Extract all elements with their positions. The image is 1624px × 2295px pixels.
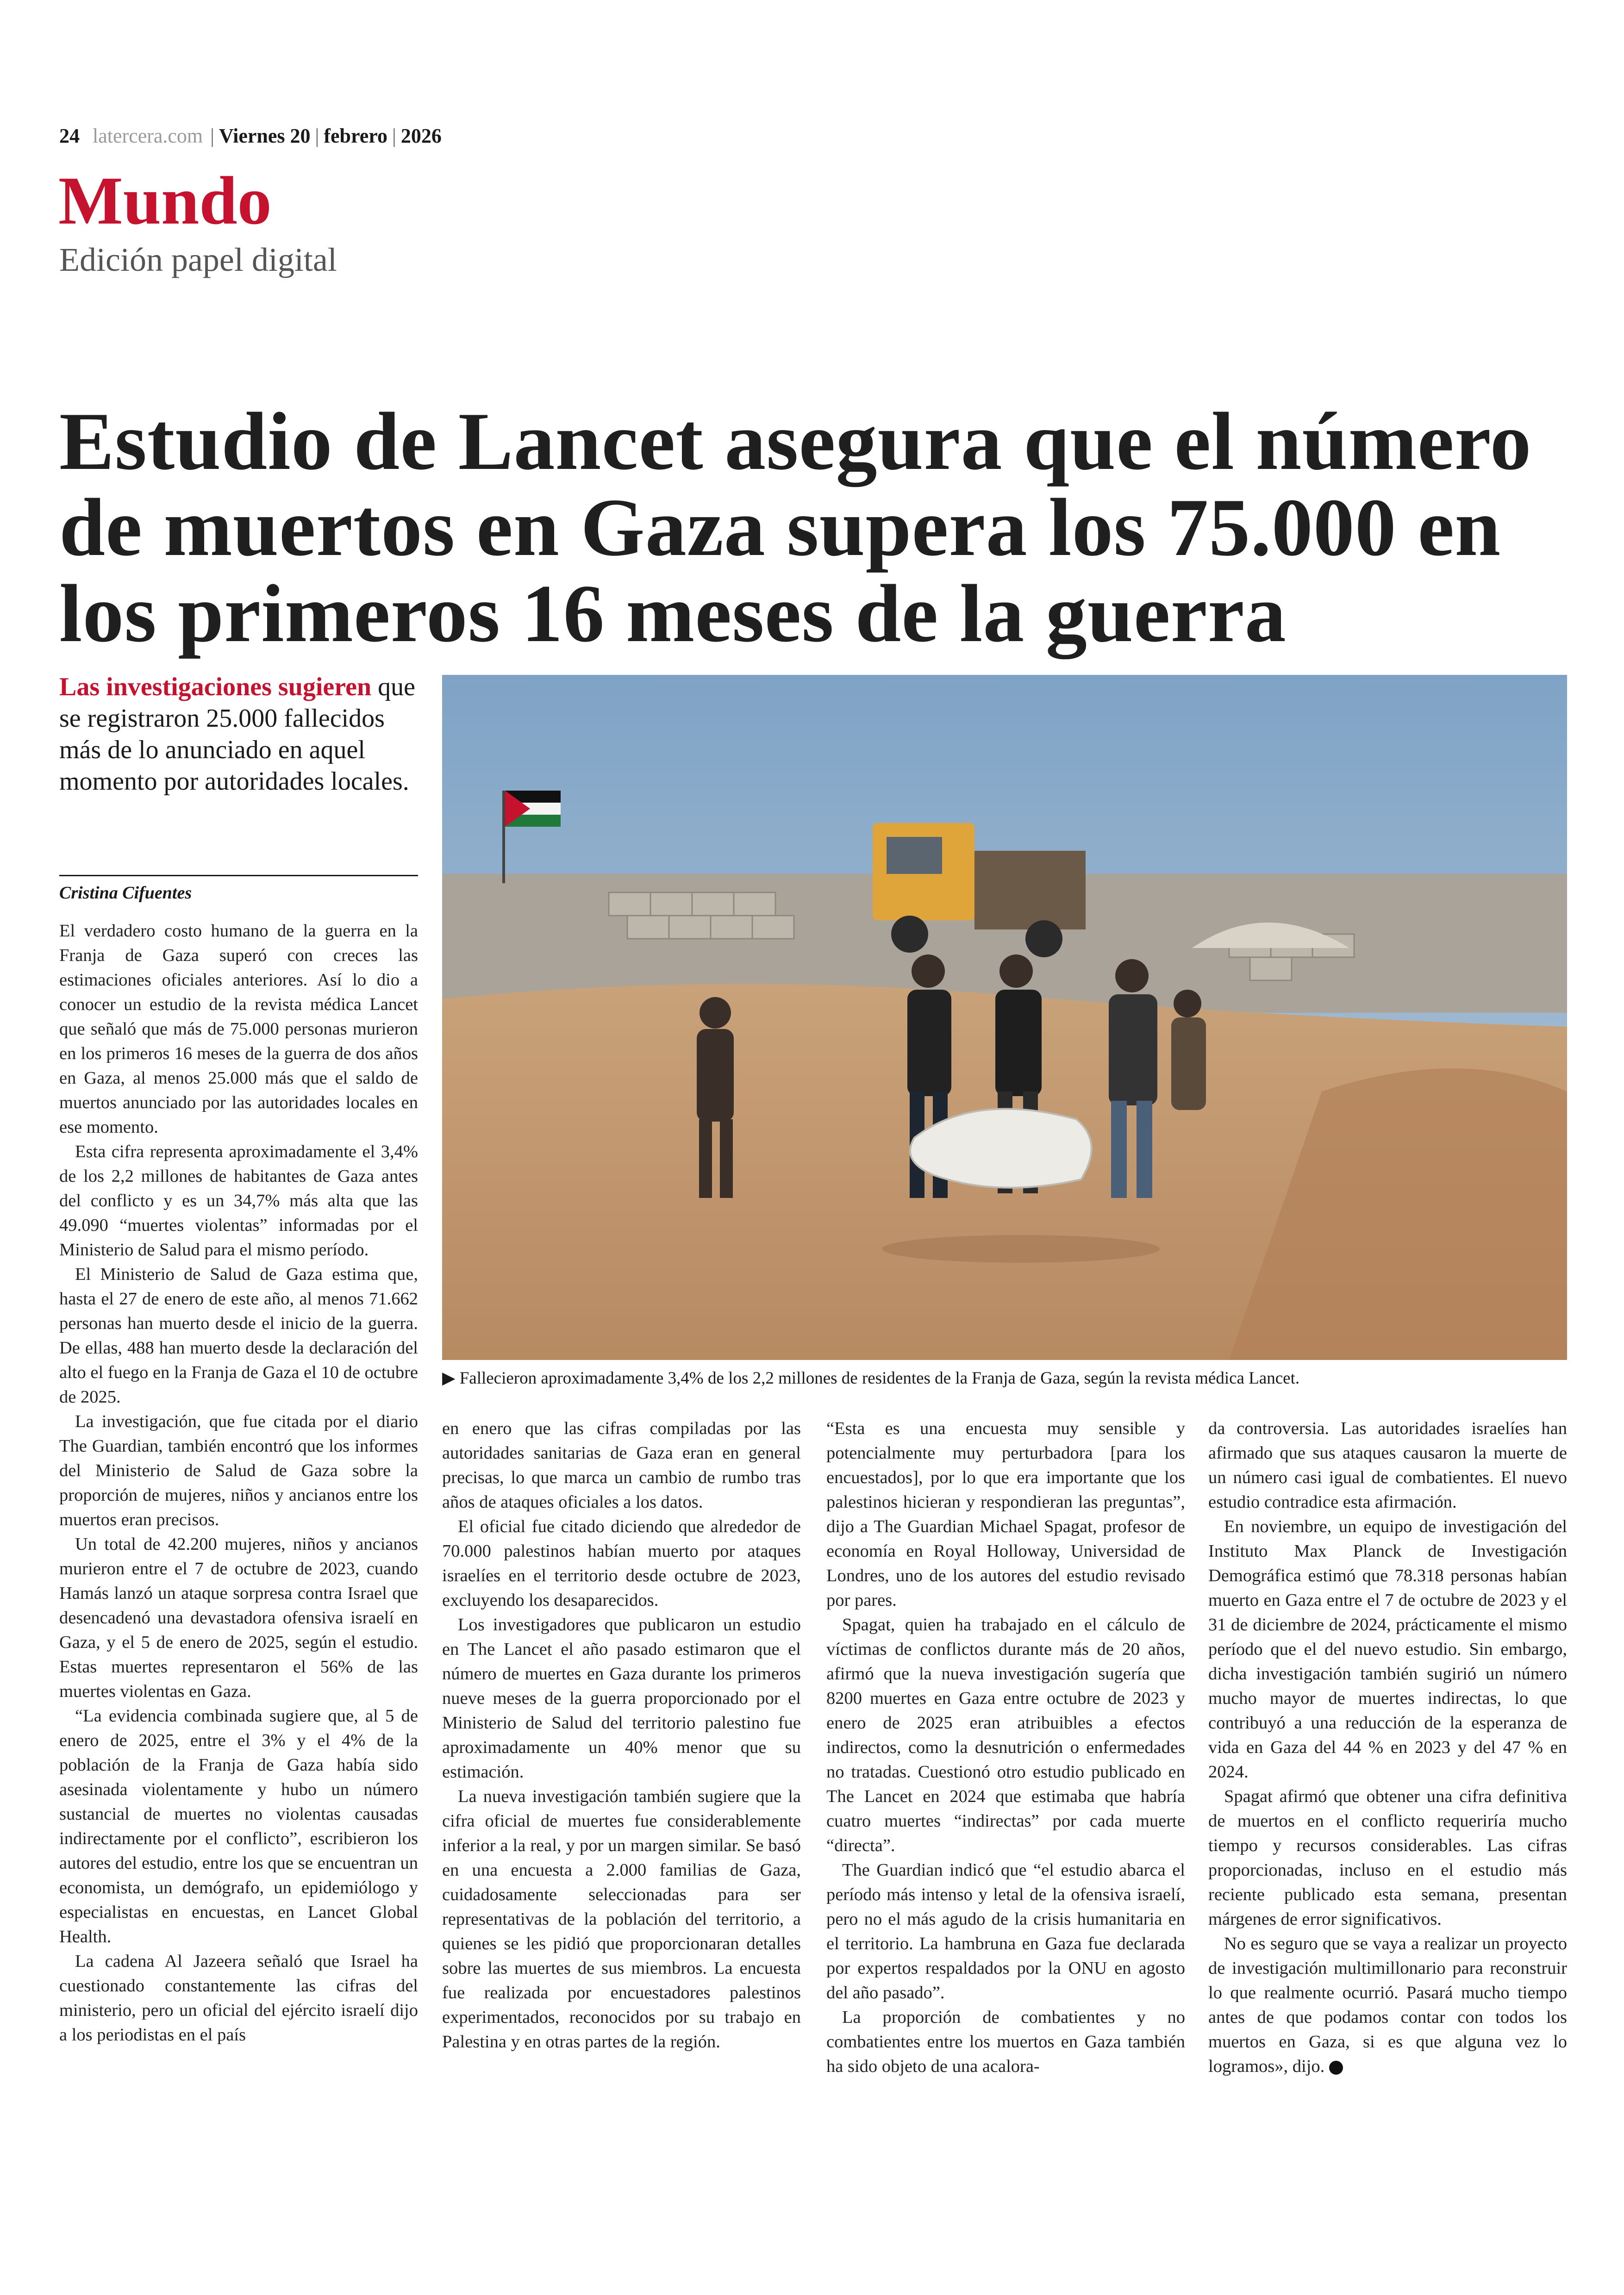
paragraph: The Guardian indicó que “el estudio abarca el período más intenso y letal de la ofensiva israelí, pero no el más agudo de la crisis humanitaria en el territorio. La hambruna en Gaza fue declarada por expertos respaldados por la ONU en agosto del año pasado”. [826,1860,1185,2002]
article-column-3 [826,1416,1185,2079]
date-month: febrero [324,125,387,147]
paragraph: “Esta es una encuesta muy sensible y potencialmente muy perturbadora [para los encuestados], por lo que era importante que los palestinos hicieran y respondieran las preguntas”, dijo a The Guardian Michael Spagat, profesor de economía en Royal Holloway, Universidad de Londres, uno de los autores del estudio revisado por pares. [826,1419,1185,1610]
lede-highlight: Las investigaciones sugieren [59,673,372,701]
paragraph: El Ministerio de Salud de Gaza estima que, hasta el 27 de enero de este año, al menos 71.662 personas han muerto desde el inicio de la guerra. De ellas, 488 han muerto desde la declaración del alto el fuego en la Franja de Gaza el 10 de octubre de 2025. [59,1265,418,1407]
article-lede [59,671,425,797]
paragraph: Spagat, quien ha trabajado en el cálculo de víctimas de conflictos durante más de 20 años, afirmó que la nueva investigación sugería que 8200 muertes en Gaza entre octubre de 2023 y enero de 2025 eran atribuibles a efectos indirectos, como la desnutrición o enfermedades no tratadas. Cuestionó otro estudio publicado en The Lancet en 2024 que estimaba que habría cuatro muertes “indirectas” por cada muerte “directa”. [826,1615,1185,1855]
paragraph: Esta cifra representa aproximadamente el 3,4% de los 2,2 millones de habitantes de Gaza antes del conflicto y es un 34,7% más alta que las 49.090 “muertes violentas” informadas por el Ministerio de Salud para el mismo período. [59,1142,418,1260]
paragraph: El oficial fue citado diciendo que alrededor de 70.000 palestinos habían muerto por ataques israelíes en el territorio desde octubre de 2023, excluyendo los desaparecidos. [442,1517,801,1610]
paragraph: La nueva investigación también sugiere que la cifra oficial de muertes fue considerablemente inferior a la real, y por un margen similar. Se basó en una encuesta a 2.000 familias de Gaza, cuidadosamente seleccionadas para ser representativas de la población del territorio, a quienes se les pidió que proporcionaran detalles sobre las muertes de sus miembros. La encuesta fue realizada por encuestadores palestinos experimentados, reconocidos por su trabajo en Palestina y en otras partes de la región. [442,1787,801,2052]
article-headline: Estudio de Lancet asegura que el número de muertos en Gaza supera los 75.000 en los primeros 16 meses de la guerra [59,395,1532,659]
photo-caption: ▶ Fallecieron aproximadamente 3,4% de los 2,2 millones de residentes de la Franja de Gaza, según la revista médica Lancet. [442,1369,1300,1388]
closing-text: No es seguro que se vaya a realizar un proyecto de investigación multimillonario para reconstruir lo que realmente ocurrió. Pasará mucho tiempo antes de que podamos contar con todos los muertos en Gaza, si es que alguna vez lo logramos», dijo. [1208,1934,1567,2076]
lede-text: que se registraron 25.000 fallecidos más de lo anunciado en aquel momento por autoridades locales. [59,673,415,796]
byline: Cristina Cifuentes [59,875,418,903]
site-name[interactable]: latercera.com [93,125,203,147]
article-column-2 [442,1416,801,2054]
section-title: Mundo [58,163,272,239]
paragraph: Los investigadores que publicaron un estudio en The Lancet el año pasado estimaron que el número de muertes en Gaza durante los primeros nueve meses de la guerra proporcionado por el Ministerio de Salud del territorio palestino fue aproximadamente un 40% menor que su estimación. [442,1615,801,1782]
paragraph: La proporción de combatientes y no combatientes entre los muertos en Gaza también ha sido objeto de una acalora- [826,2008,1185,2076]
paragraph: En noviembre, un equipo de investigación del Instituto Max Planck de Investigación Demográfica estimó que 78.318 personas habían muerto en Gaza entre el 7 de octubre de 2023 y el 31 de diciembre de 2024, prácticamente el mismo período que el del nuevo estudio. Sin embargo, dicha investigación también sugirió un número mucho mayor de muertes indirectas, lo que contribuyó a una reducción de la esperanza de vida en Gaza del 44 % en 2023 y del 47 % en 2024. [1208,1517,1567,1782]
paragraph: Spagat afirmó que obtener una cifra definitiva de muertos en el conflicto requeriría mucho tiempo y recursos considerables. Las cifras proporcionadas, incluso en el estudio más reciente publicado esta semana, presentan márgenes de error significativos. [1208,1787,1567,1929]
end-mark-icon [1329,2061,1343,2075]
section-subtitle: Edición papel digital [59,241,337,278]
article-photo [442,675,1567,1360]
paragraph: La cadena Al Jazeera señaló que Israel ha cuestionado constantemente las cifras del ministerio, pero un oficial del ejército israelí dijo a los periodistas en el país [59,1952,418,2045]
paragraph: da controversia. Las autoridades israelíes han afirmado que sus ataques causaron la muerte de un número casi igual de combatientes. El nuevo estudio contradice esta afirmación. [1208,1419,1567,1512]
article-column-4 [1208,1416,1567,2079]
page-number: 24 [59,125,80,147]
paragraph: Un total de 42.200 mujeres, niños y ancianos murieron entre el 7 de octubre de 2023, cuando Hamás lanzó un ataque sorpresa contra Israel que desencadenó una devastadora ofensiva israelí en Gaza, y el 5 de enero de 2025, según el estudio. Estas muertes representaron el 56% de las muertes violentas en Gaza. [59,1534,418,1701]
paragraph: La investigación, que fue citada por el diario The Guardian, también encontró que los informes del Ministerio de Salud de Gaza sobre la proporción de mujeres, niños y ancianos entre los muertos eran precisos. [59,1412,418,1529]
page-header: 24 latercera.com | Viernes 20 | febrero | 2026 [59,125,442,147]
date-day: Viernes 20 [219,125,311,147]
paragraph: en enero que las cifras compiladas por las autoridades sanitarias de Gaza eran en general precisas, lo que marca un cambio de rumbo tras años de ataques oficiales a los datos. [442,1419,801,1512]
paragraph: El verdadero costo humano de la guerra en la Franja de Gaza superó con creces las estimaciones oficiales anteriores. Así lo dio a conocer un estudio de la revista médica Lancet que señaló que más de 75.000 personas murieron en los primeros 16 meses de la guerra de dos años en Gaza, al menos 25.000 más que el saldo de muertos anunciado por las autoridades locales en ese momento. [59,921,418,1137]
date-year: 2026 [400,125,442,147]
paragraph [1208,1932,1567,2079]
paragraph: “La evidencia combinada sugiere que, al 5 de enero de 2025, entre el 3% y el 4% de la población de la Franja de Gaza había sido asesinada violentamente y hubo un número sustancial de muertes no violentas causadas indirectamente por el conflicto”, escribieron los autores del estudio, entre los que se encuentran un economista, un demógrafo, un epidemiólogo y especialistas en encuestas, en Lancet Global Health. [59,1706,418,1946]
article-column-1 [59,919,418,2047]
